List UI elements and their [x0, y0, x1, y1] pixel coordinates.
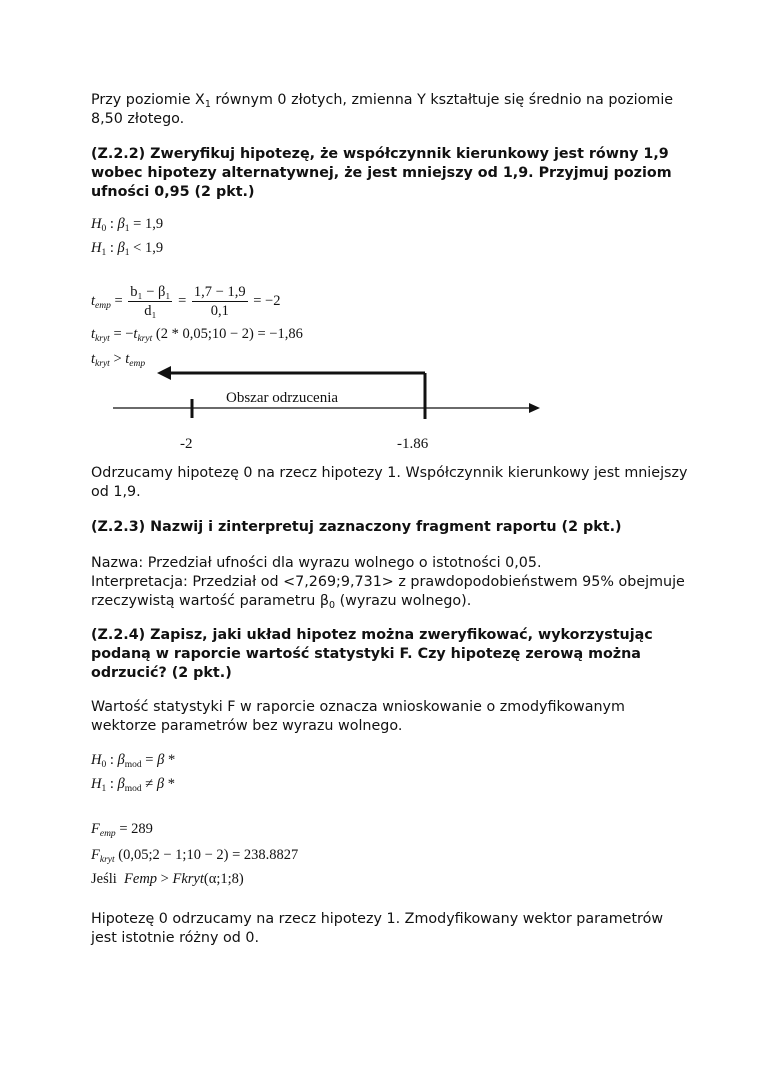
tick-label-left: -2 [180, 436, 193, 452]
fraction-numerator: 1,7 − 1,9 [193, 284, 246, 300]
hypothesis-h0: $H_0$ : $\beta_1 = 1,9$ [91, 216, 164, 234]
if-args: (α;1;8) [203, 871, 244, 887]
rejection-arrow-head [157, 366, 171, 380]
intro-text-start: Przy poziomie X [91, 92, 205, 108]
fraction-numerator: b₁ − β₁ [130, 284, 171, 300]
question-z24: (Z.2.4) Zapisz, jaki układ hipotez można zweryfikować, wykorzystując podaną w raporcie wartość statystyki F. Czy hipotezę zerową można odrzucić? (2 pkt.) [91, 627, 653, 681]
z22-conclusion: Odrzucamy hipotezę 0 na rzecz hipotezy 1. Współczynnik kierunkowy jest mniejszy od 1,9. [91, 465, 688, 500]
if-condition: Jeśli Femp > Fkryt(α;1;8) [91, 871, 244, 887]
tkryt-formula: $t_{kryt} = -t_{kryt}$ (2 * 0,05;10 − 2) = −1,86 [91, 326, 303, 344]
hypothesis-f-h0: $H_0$ : $\beta_{mod} = \beta$ * [91, 752, 176, 770]
z23-interpretation [91, 573, 691, 611]
intro-subscript: 1 [204, 99, 211, 110]
intro-text-end: równym 0 złotych, zmienna Y kształtuje się średnio na poziomie 8,50 złotego. [91, 92, 674, 127]
temp-result: −2 [265, 292, 281, 309]
fkryt-result: 238.8827 [243, 847, 299, 863]
interp-text-start: Interpretacja: Przedział od <7,269;9,731> z prawdopodobieństwem 95% obejmuje rzeczywistą wartość parametru β [91, 574, 685, 609]
hypothesis-f-h1: $H_1$ : $\beta_{mod} \ne \beta$ * [91, 776, 175, 794]
question-z22: (Z.2.2) Zweryfikuj hipotezę, że współczynnik kierunkowy jest równy 1,9 wobec hipotezy alternatywnej, że jest mniejszy od 1,9. Przyjmuj poziom ufności 0,95 (2 pkt.) [91, 146, 672, 200]
hypothesis-h1: $H_1$ : $\beta_1 < 1,9$ [91, 240, 164, 258]
comparison-formula: $t_{kryt} > t_{emp}$ [91, 351, 146, 369]
fraction-denominator: 0,1 [210, 303, 229, 319]
fraction-denominator: d₁ [144, 303, 157, 319]
z23-name-line: Nazwa: Przedział ufności dla wyrazu wolnego o istotności 0,05. [91, 555, 542, 571]
interp-text-end: (wyrazu wolnego). [335, 593, 472, 609]
fkryt-args: (0,05;2 − 1;10 − 2) [118, 847, 229, 863]
axis-arrow-head [529, 403, 540, 413]
temp-formula: $t_{emp}$ = $\frac{\text{b₁ − β₁}}{\text{d₁}}$ = $\frac{1,7 - 1,9}{0,1}$ = −2 [91, 284, 281, 319]
tick-label-right: -1.86 [397, 436, 429, 452]
h1-value: 1,9 [144, 240, 164, 256]
tkryt-result: −1,86 [269, 326, 303, 342]
fkryt-formula: $F_{kryt}$ (0,05;2 − 1;10 − 2) = 238.8827 [91, 847, 299, 865]
z24-explanation: Wartość statystyki F w raporcie oznacza wnioskowanie o zmodyfikowanym wektorze parametrów bez wyrazu wolnego. [91, 699, 625, 734]
interp-subscript: 0 [328, 600, 336, 611]
if-word: Jeśli [91, 871, 117, 887]
tkryt-args: (2 * 0,05;10 − 2) [155, 326, 254, 342]
z24-conclusion: Hipotezę 0 odrzucamy na rzecz hipotezy 1. Zmodyfikowany wektor parametrów jest istotnie różny od 0. [91, 911, 664, 946]
question-z23: (Z.2.3) Nazwij i zinterpretuj zaznaczony fragment raportu (2 pkt.) [91, 519, 622, 535]
rejection-region-label: Obszar odrzucenia [226, 390, 339, 406]
femp-value: 289 [131, 821, 153, 837]
femp-formula: $F_{emp} = 289$ [91, 821, 153, 839]
h0-value: 1,9 [144, 216, 164, 232]
